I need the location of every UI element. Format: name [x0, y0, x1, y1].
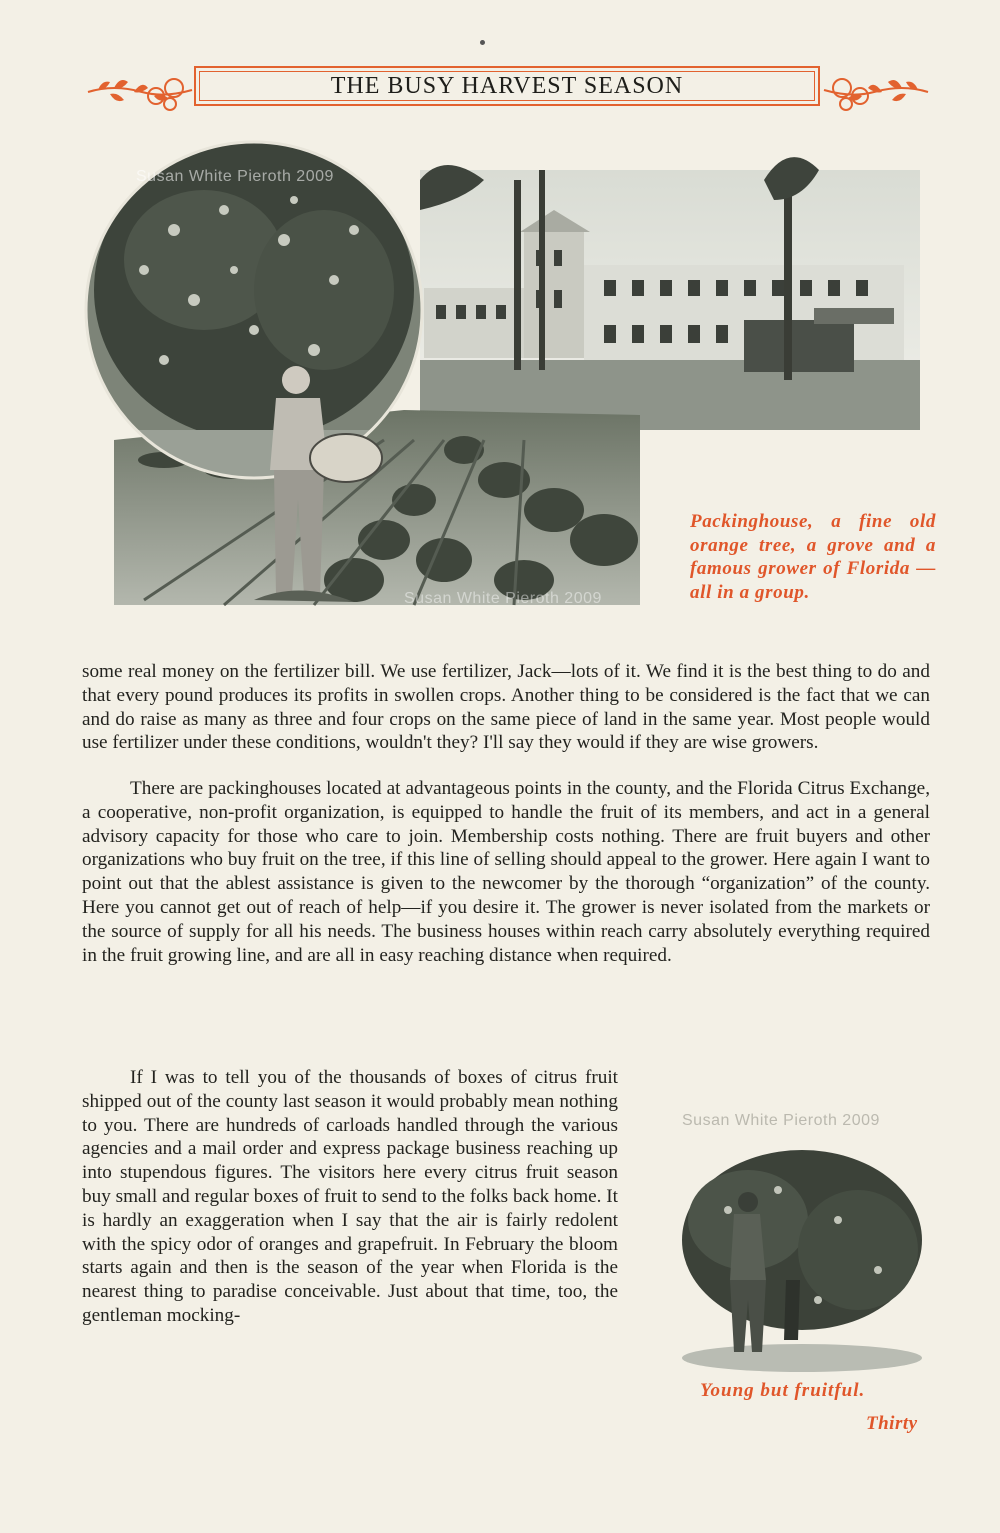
small-photo-caption: Young but fruitful. [700, 1380, 866, 1401]
young-tree-illustration [668, 1130, 936, 1375]
body-paragraph-1: some real money on the fertilizer bill. We use fertilizer, Jack—lots of it. We find it is the best thing to do and that every pound produces its profits in swollen crops. Another thing to be considered is the fact that we can and do raise as many as three and four crops on the same piece of land in the same year. Most people would use fertilizer under these conditions, wouldn't they? I'll say they would if they are wise growers. [82, 661, 930, 754]
body-paragraph-3: If I was to tell you of the thousands of boxes of citrus fruit shipped out of the county last season it would probably mean nothing to you. There are hundreds of carloads handled through the various agencies and a mail order and express package business reaching up into stupendous figures. The visitors here every citrus fruit season buy small and regular boxes of fruit to send to the folks back home. It is hardly an exaggeration when I say that the air is fairly redolent with the spicy odor of oranges and grapefruit. In February the bloom starts again and then is the season of the year when Florida is the nearest thing to paradise conceivable. Just about that time, too, the gentleman mocking- [82, 1067, 618, 1326]
watermark-small: Susan White Pieroth 2009 [682, 1112, 880, 1129]
ink-dot [480, 40, 485, 45]
page-header [84, 62, 932, 112]
header-title-frame [194, 66, 820, 106]
watermark-middle: Susan White Pieroth 2009 [404, 590, 602, 607]
orange-branch-ornament-left-icon [84, 62, 194, 112]
young-tree-photo [668, 1112, 936, 1375]
watermark-top: Susan White Pieroth 2009 [136, 168, 334, 185]
packinghouse-photo [420, 157, 920, 430]
orange-branch-ornament-right-icon [822, 62, 932, 112]
collage-caption: Packinghouse, a fine old orange tree, a grove and a famous grower of Florida — all in a group. [690, 511, 936, 603]
page-number: Thirty [866, 1413, 918, 1434]
page-title: THE BUSY HARVEST SEASON [330, 72, 684, 99]
body-paragraph-2: There are packinghouses located at advantageous points in the county, and the Florida Citrus Exchange, a cooperative, non-profit organization, is equipped to handle the fruit of its members, and act in a general advisory capacity for those who care to join. Membership costs nothing. There are fruit buyers and other organizations who buy fruit on the tree, if this line of selling should appeal to the grower. Here again I want to point out that the ablest assistance is given to the newcomer by the thorough “organization” of the county. Here you cannot get out of reach of help—if you desire it. The grower is never isolated from the markets or the source of supply for all his needs. The business houses within reach carry absolutely everything required in the fruit growing line, and are all in easy reaching distance when required. [82, 778, 930, 966]
